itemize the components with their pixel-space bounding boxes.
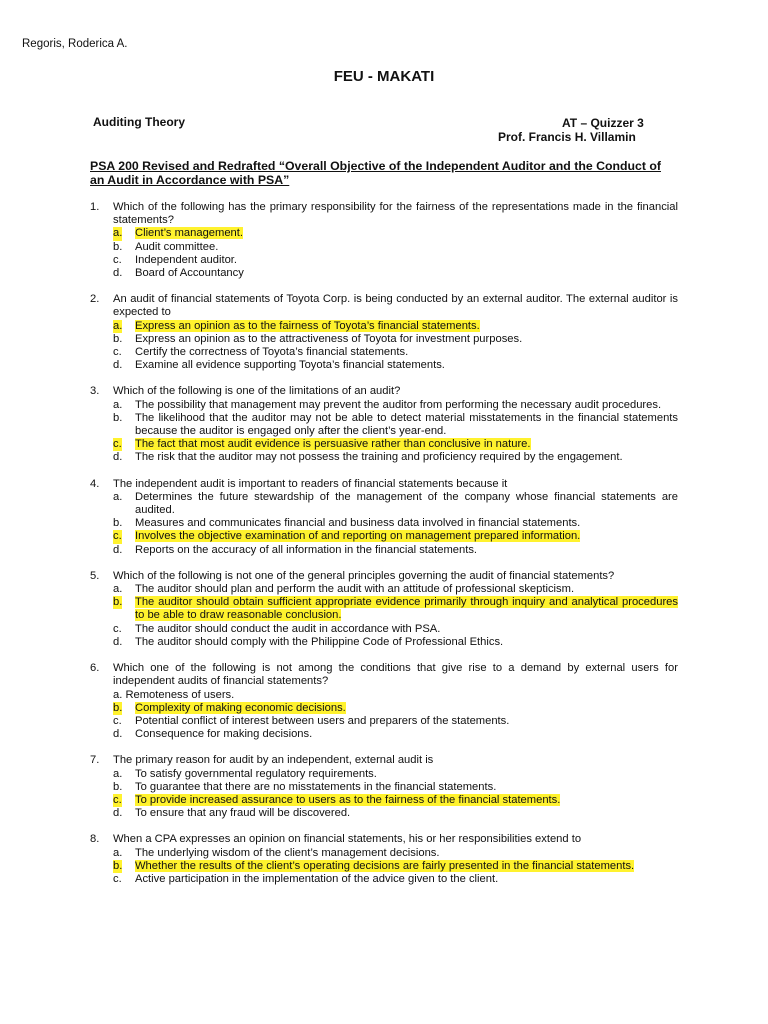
question-number: 2. xyxy=(90,293,100,306)
answer-option-highlighted xyxy=(113,794,678,807)
question-stem: The independent audit is important to readers of financial statements because it xyxy=(113,477,508,490)
answer-option xyxy=(113,346,678,359)
question-item xyxy=(90,201,678,280)
school-title: FEU - MAKATI xyxy=(333,68,435,85)
question-item xyxy=(90,570,678,649)
option-letter: c. xyxy=(113,253,122,266)
question-stem: An audit of financial statements of Toyota Corp. is being conducted by an external auditor. The external auditor is expected to xyxy=(113,293,678,319)
answer-option xyxy=(113,412,678,438)
option-letter: b. xyxy=(113,517,123,530)
answer-option xyxy=(113,768,678,781)
answer-option xyxy=(113,359,678,372)
option-text: Certify the correctness of Toyota’s financial statements. xyxy=(135,346,409,359)
option-letter: a. xyxy=(113,227,123,240)
answer-option xyxy=(113,728,678,741)
question-number: 6. xyxy=(90,662,100,675)
option-letter: a. xyxy=(113,490,123,503)
option-text: Complexity of making economic decisions. xyxy=(135,701,346,714)
option-letter: d. xyxy=(113,451,123,464)
option-text: Express an opinion as to the fairness of Toyota’s financial statements. xyxy=(135,319,480,332)
option-text: The auditor should obtain sufficient appropriate evidence primarily through inquiry and analytical procedures to be able to draw reasonable conclusion. xyxy=(135,596,678,622)
option-letter: d. xyxy=(113,635,123,648)
option-text: Active participation in the implementation of the advice given to the client. xyxy=(135,872,499,885)
answer-option xyxy=(113,517,678,530)
answer-option xyxy=(113,781,678,794)
answer-option xyxy=(113,267,678,280)
option-text: The risk that the auditor may not possess the training and proficiency required by the engagement. xyxy=(135,451,623,464)
option-text: Independent auditor. xyxy=(135,253,238,266)
answer-option xyxy=(113,583,678,596)
question-number: 3. xyxy=(90,385,100,398)
option-text: The fact that most audit evidence is persuasive rather than conclusive in nature. xyxy=(135,438,531,451)
option-text: The possibility that management may prevent the auditor from performing the necessary audit procedures. xyxy=(135,398,662,411)
option-text: Reports on the accuracy of all information in the financial statements. xyxy=(135,543,478,556)
option-letter: a. xyxy=(113,398,123,411)
question-number: 8. xyxy=(90,833,100,846)
question-item xyxy=(90,754,678,820)
option-letter: c. xyxy=(113,793,122,806)
author-name: Regoris, Roderica A. xyxy=(22,38,128,50)
option-text: To guarantee that there are no misstatements in the financial statements. xyxy=(135,780,497,793)
answer-option xyxy=(113,333,678,346)
option-text: Involves the objective examination of and reporting on management prepared information. xyxy=(135,530,581,543)
option-letter: b. xyxy=(113,332,123,345)
question-number: 7. xyxy=(90,754,100,767)
answer-option-highlighted xyxy=(113,438,678,451)
quiz-label: AT – Quizzer 3 xyxy=(562,116,644,130)
option-text: Determines the future stewardship of the management of the company whose financial statements are audited. xyxy=(135,490,678,517)
topic-heading: PSA 200 Revised and Redrafted “Overall Objective of the Independent Auditor and the Conduct of an Audit in Accordance with PSA” xyxy=(90,159,661,187)
option-text: To ensure that any fraud will be discovered. xyxy=(135,807,351,820)
option-letter: b. xyxy=(113,859,123,872)
question-stem: Which of the following is one of the limitations of an audit? xyxy=(113,385,401,398)
question-number: 1. xyxy=(90,201,100,213)
option-text: Audit committee. xyxy=(135,240,219,253)
option-text: Client’s management. xyxy=(135,227,243,240)
option-text: To satisfy governmental regulatory requirements. xyxy=(135,767,377,780)
answer-option-highlighted xyxy=(113,860,678,873)
option-letter: d. xyxy=(113,807,123,820)
answer-option xyxy=(113,451,678,464)
answer-option xyxy=(113,715,678,728)
answer-option xyxy=(113,241,678,254)
option-letter: a. xyxy=(113,846,123,859)
answer-option xyxy=(113,807,678,820)
option-letter: d. xyxy=(113,543,123,556)
answer-option-highlighted xyxy=(113,227,678,240)
option-letter: a. xyxy=(113,583,123,596)
option-text: a. Remoteness of users. xyxy=(113,688,235,701)
option-text: Examine all evidence supporting Toyota’s financial statements. xyxy=(135,359,445,372)
answer-option-highlighted xyxy=(113,530,678,543)
option-text: To provide increased assurance to users as to the fairness of the financial statements. xyxy=(135,793,561,806)
question-list xyxy=(90,201,678,899)
option-letter: a. xyxy=(113,767,123,780)
question-number: 4. xyxy=(90,477,100,490)
subject-title: Auditing Theory xyxy=(93,115,185,129)
answer-option xyxy=(113,254,678,267)
option-letter: c. xyxy=(113,714,122,727)
option-text: The auditor should plan and perform the audit with an attitude of professional skepticism. xyxy=(135,583,575,596)
option-text: Express an opinion as to the attractiveness of Toyota for investment purposes. xyxy=(135,332,523,345)
option-text: Measures and communicates financial and business data involved in financial statements. xyxy=(135,517,581,530)
answer-option xyxy=(113,544,678,557)
question-item xyxy=(90,833,678,886)
option-letter: b. xyxy=(113,780,123,793)
question-stem: The primary reason for audit by an independent, external audit is xyxy=(113,754,434,767)
question-item xyxy=(90,293,678,372)
option-letter: c. xyxy=(113,622,122,635)
answer-option xyxy=(113,847,678,860)
option-text: The likelihood that the auditor may not be able to detect material misstatements in the financial statements because the auditor is engaged only after the client’s year-end. xyxy=(135,411,678,438)
question-number: 5. xyxy=(90,569,100,582)
option-letter: d. xyxy=(113,728,123,741)
option-text: The underlying wisdom of the client’s management decisions. xyxy=(135,846,440,859)
option-letter: c. xyxy=(113,438,122,451)
question-item xyxy=(90,385,678,464)
answer-option xyxy=(113,636,678,649)
quiz-info xyxy=(498,116,661,144)
answer-option xyxy=(113,399,678,412)
option-letter: d. xyxy=(113,359,123,372)
option-text: Board of Accountancy xyxy=(135,267,244,280)
option-letter: b. xyxy=(113,596,123,609)
option-text: Potential conflict of interest between users and preparers of the statements. xyxy=(135,714,510,727)
question-stem: Which of the following is not one of the general principles governing the audit of financial statements? xyxy=(113,569,615,582)
option-text: Consequence for making decisions. xyxy=(135,728,313,741)
question-stem: When a CPA expresses an opinion on financial statements, his or her responsibilities extend to xyxy=(113,833,582,846)
option-letter: b. xyxy=(113,701,123,714)
answer-option xyxy=(113,873,678,886)
option-letter: c. xyxy=(113,346,122,359)
question-item xyxy=(90,478,678,557)
option-text: Whether the results of the client’s operating decisions are fairly presented in the financial statements. xyxy=(135,859,635,872)
answer-option-highlighted xyxy=(113,596,678,622)
answer-option xyxy=(113,689,678,702)
answer-option-highlighted xyxy=(113,320,678,333)
option-text: The auditor should comply with the Philippine Code of Professional Ethics. xyxy=(135,635,504,648)
option-text: The auditor should conduct the audit in accordance with PSA. xyxy=(135,622,441,635)
option-letter: a. xyxy=(113,319,123,332)
option-letter: b. xyxy=(113,411,123,424)
question-item xyxy=(90,662,678,741)
answer-option xyxy=(113,491,678,517)
option-letter: b. xyxy=(113,240,123,253)
professor-name: Prof. Francis H. Villamin xyxy=(498,130,636,144)
question-stem: Which of the following has the primary responsibility for the fairness of the representations made in the financial statements? xyxy=(113,201,678,227)
answer-option xyxy=(113,623,678,636)
option-letter: d. xyxy=(113,267,123,280)
option-letter: c. xyxy=(113,872,122,885)
option-letter: c. xyxy=(113,530,122,543)
question-stem: Which one of the following is not among the conditions that give rise to a demand by external users for independent audits of financial statements? xyxy=(113,662,678,688)
answer-option-highlighted xyxy=(113,702,678,715)
